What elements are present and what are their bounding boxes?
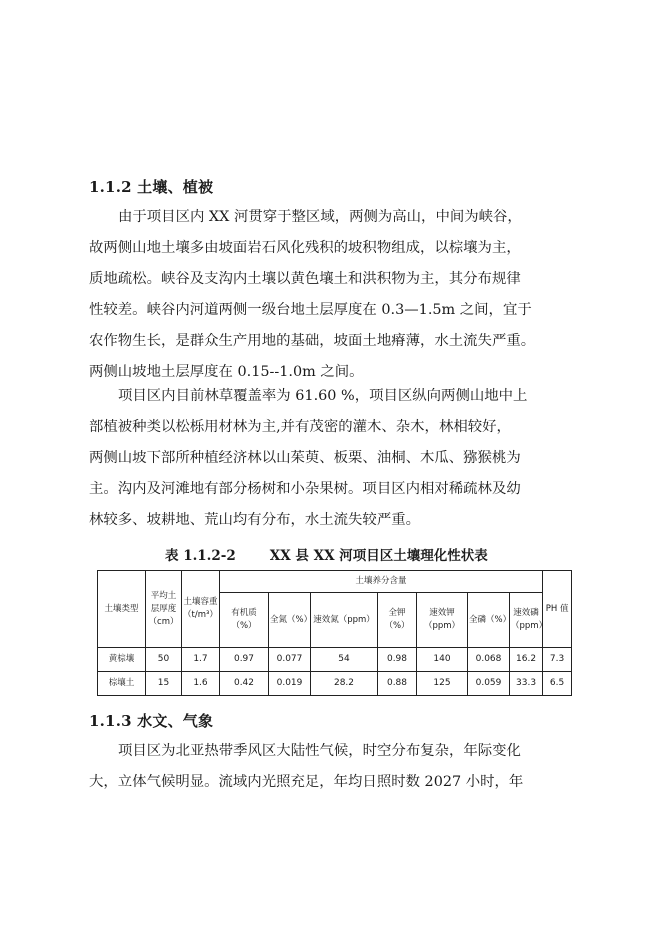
cell-value: 50 xyxy=(146,648,182,672)
cell-value: 1.7 xyxy=(182,648,220,672)
cell-value: 33.3 xyxy=(510,672,543,696)
table-row xyxy=(98,648,572,672)
paragraph-vegetation xyxy=(89,381,569,536)
text-line: 部植被种类以松栎用材林为主,并有茂密的灌木、杂木，林相较好， xyxy=(89,419,511,435)
text-line: 大，立体气候明显。流域内光照充足，年均日照时数 2027 小时，年 xyxy=(89,774,524,790)
header-density: 土壤容重（t/m³） xyxy=(182,571,220,648)
table-caption xyxy=(165,544,488,564)
cell-value: 54 xyxy=(311,648,378,672)
cell-value: 28.2 xyxy=(311,672,378,696)
cell-value: 140 xyxy=(417,648,468,672)
cell-value: 6.5 xyxy=(543,672,572,696)
text-line: 农作物生长，是群众生产用地的基础，坡面土地瘠薄，水土流失严重。 xyxy=(89,333,536,349)
header-nutrients: 土壤养分含量 xyxy=(220,571,543,593)
cell-value: 15 xyxy=(146,672,182,696)
text-line: 主。沟内及河滩地有部分杨树和小杂果树。项目区内相对稀疏林及幼 xyxy=(89,481,521,497)
text-line: 两侧山坡地土层厚度在 0.15--1.0m 之间。 xyxy=(89,364,364,380)
table-title: XX 县 XX 河项目区土壤理化性状表 xyxy=(269,548,488,564)
cell-soil-type: 棕壤土 xyxy=(98,672,146,696)
section-heading-hydrology-climate: 1.1.3 水文、气象 xyxy=(89,712,214,730)
header-organic-matter: 有机质（%） xyxy=(220,593,269,648)
cell-value: 0.98 xyxy=(378,648,417,672)
cell-soil-type: 黄棕壤 xyxy=(98,648,146,672)
cell-value: 0.42 xyxy=(220,672,269,696)
cell-value: 0.059 xyxy=(468,672,510,696)
header-soil-type: 土壤类型 xyxy=(98,571,146,648)
cell-value: 7.3 xyxy=(543,648,572,672)
text-line: 两侧山坡下部所种植经济林以山茱萸、板栗、油桐、木瓜、猕猴桃为 xyxy=(89,450,521,466)
text-line: 项目区内目前林草覆盖率为 61.60 %，项目区纵向两侧山地中上 xyxy=(118,388,528,404)
text-line: 项目区为北亚热带季风区大陆性气候，时空分布复杂，年际变化 xyxy=(118,743,521,759)
cell-value: 0.019 xyxy=(269,672,311,696)
paragraph-soil xyxy=(89,202,569,388)
text-line: 性较差。峡谷内河道两侧一级台地土层厚度在 0.3—1.5m 之间，宜于 xyxy=(89,302,532,318)
text-line: 故两侧山地土壤多由坡面岩石风化残积的坡积物组成，以棕壤为主， xyxy=(89,240,521,256)
text-line: 由于项目区内 XX 河贯穿于整区域，两侧为高山，中间为峡谷， xyxy=(118,209,522,225)
header-thickness: 平均土层厚度（cm） xyxy=(146,571,182,648)
header-total-phosphorus: 全磷（%） xyxy=(468,593,510,648)
cell-value: 1.6 xyxy=(182,672,220,696)
header-available-phosphorus: 速效磷（ppm） xyxy=(510,593,543,648)
header-available-potassium: 速效钾（ppm） xyxy=(417,593,468,648)
header-ph: PH 值 xyxy=(543,571,572,648)
header-total-nitrogen: 全氮（%） xyxy=(269,593,311,648)
cell-value: 0.068 xyxy=(468,648,510,672)
table-number: 表 1.1.2-2 xyxy=(165,548,236,564)
text-line: 林较多、坡耕地、荒山均有分布，水土流失较严重。 xyxy=(89,512,420,528)
header-total-potassium: 全钾（%） xyxy=(378,593,417,648)
section-heading-soil-vegetation: 1.1.2 土壤、植被 xyxy=(89,178,214,196)
paragraph-climate xyxy=(89,736,569,798)
soil-properties-table xyxy=(97,570,572,696)
cell-value: 125 xyxy=(417,672,468,696)
cell-value: 16.2 xyxy=(510,648,543,672)
cell-value: 0.077 xyxy=(269,648,311,672)
table-row xyxy=(98,672,572,696)
header-available-nitrogen: 速效氮（ppm） xyxy=(311,593,378,648)
cell-value: 0.88 xyxy=(378,672,417,696)
cell-value: 0.97 xyxy=(220,648,269,672)
text-line: 质地疏松。峡谷及支沟内土壤以黄色壤土和洪积物为主，其分布规律 xyxy=(89,271,521,287)
